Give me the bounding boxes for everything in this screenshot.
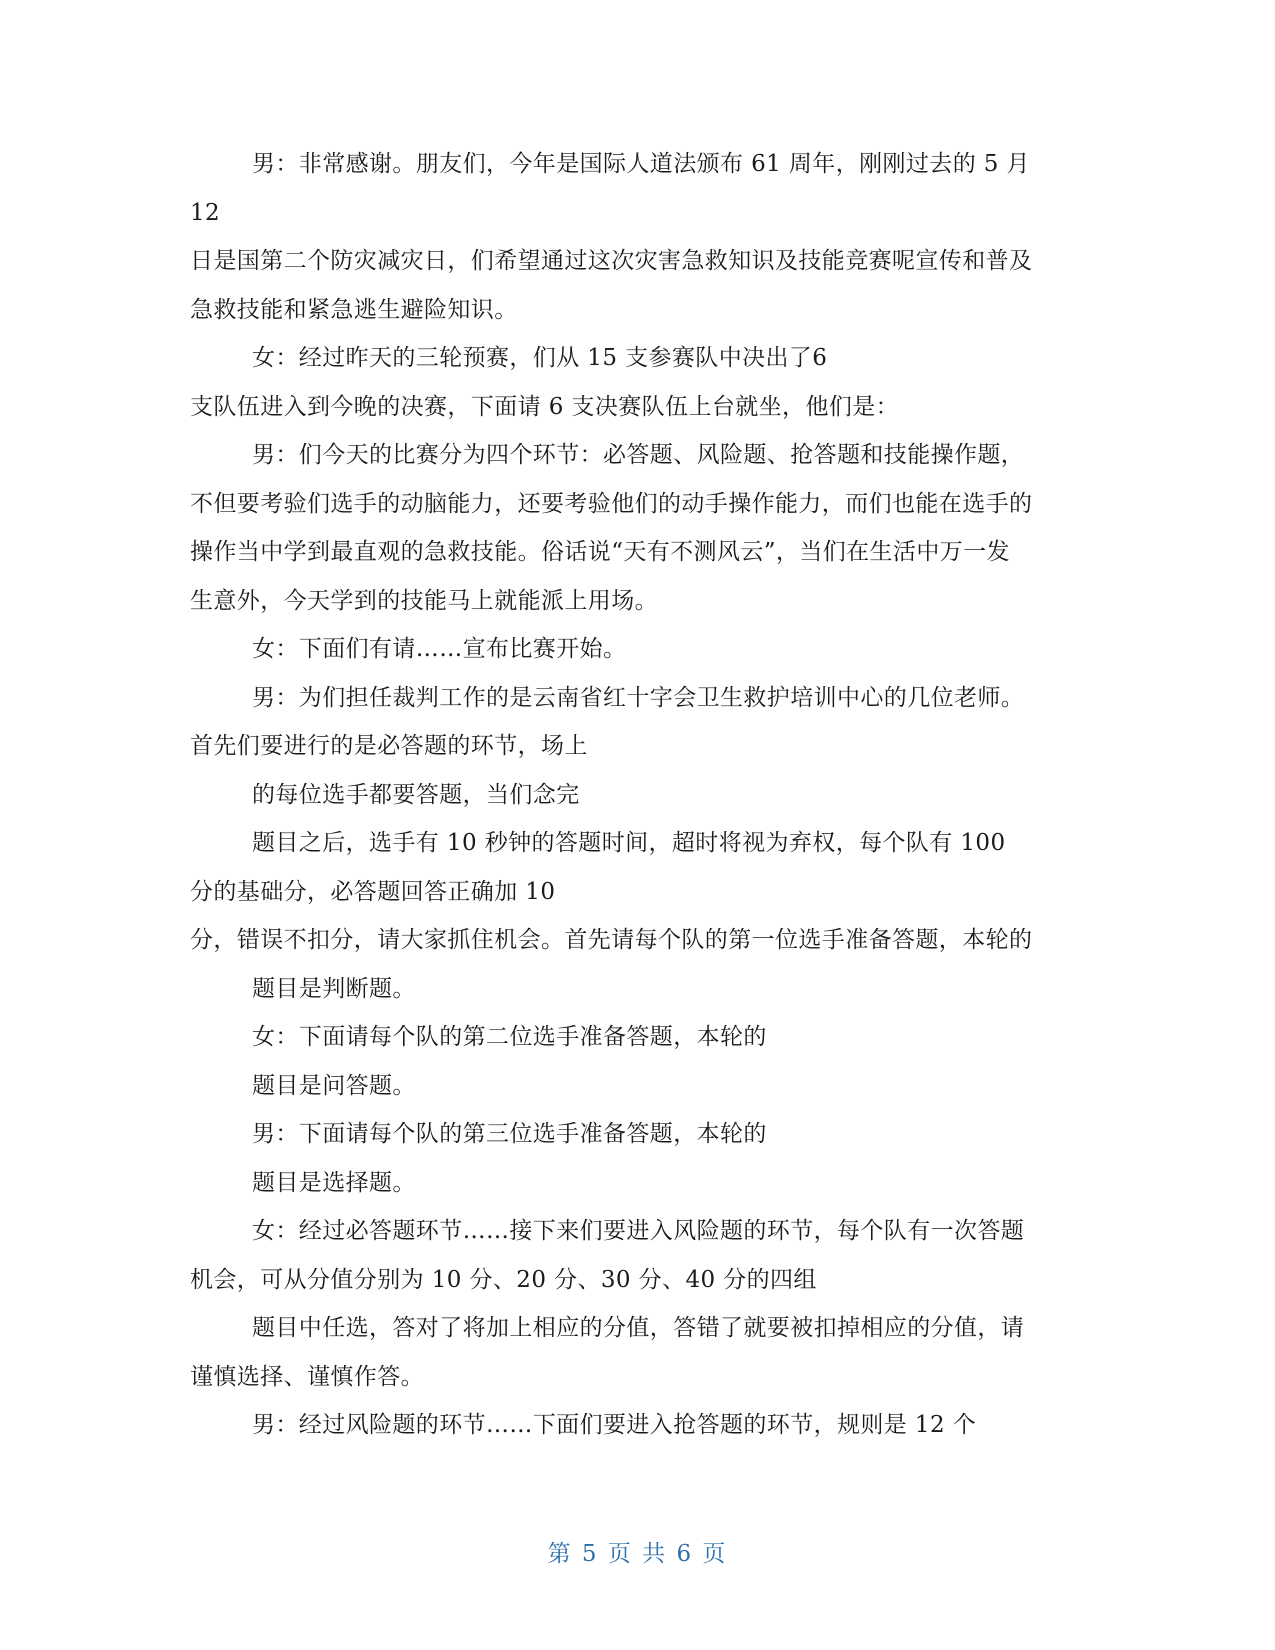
body-text-line: 急救技能和紧急逃生避险知识。	[190, 296, 518, 323]
body-text-line: 题目是选择题。	[252, 1169, 416, 1196]
body-text-line: 题目是判断题。	[252, 975, 416, 1002]
body-text-line: 女：经过必答题环节……接下来们要进入风险题的环节，每个队有一次答题	[252, 1218, 1025, 1244]
body-text-line: 男：们今天的比赛分为四个环节：必答题、风险题、抢答题和技能操作题，	[252, 442, 1025, 468]
body-text-line: 题目是问答题。	[252, 1072, 416, 1099]
body-text-line: 男：经过风险题的环节……下面们要进入抢答题的环节，规则是 12 个	[252, 1412, 977, 1438]
body-text-line: 分的基础分，必答题回答正确加 10	[190, 878, 556, 905]
body-text-line: 日是国第二个防灾减灾日，们希望通过这次灾害急救知识及技能竞赛呢宣传和普及	[190, 248, 1033, 274]
document-body	[190, 140, 1095, 1450]
body-text-line: 男：为们担任裁判工作的是云南省红十字会卫生救护培训中心的几位老师。	[252, 684, 1025, 711]
body-text-line: 女：下面请每个队的第二位选手准备答题，本轮的	[252, 1024, 767, 1050]
body-text-line: 支队伍进入到今晚的决赛，下面请 6 支决赛队伍上台就坐，他们是：	[190, 393, 900, 420]
body-text-line: 12	[190, 199, 221, 226]
body-text-line: 男：非常感谢。朋友们，今年是国际人道法颁布 61 周年，刚刚过去的 5 月	[252, 151, 1030, 177]
body-text-line: 首先们要进行的是必答题的环节，场上	[190, 733, 588, 759]
body-text-line: 女：经过昨天的三轮预赛，们从 15 支参赛队中决出了6	[252, 345, 828, 371]
body-text-line: 男：下面请每个队的第三位选手准备答题，本轮的	[252, 1121, 767, 1147]
body-text-line: 题目中任选，答对了将加上相应的分值，答错了就要被扣掉相应的分值，请	[252, 1315, 1025, 1341]
body-text-line: 女：下面们有请……宣布比赛开始。	[252, 636, 627, 662]
body-text-line: 生意外，今天学到的技能马上就能派上用场。	[190, 587, 658, 614]
body-text-line: 机会，可从分值分别为 10 分、20 分、30 分、40 分的四组	[190, 1266, 817, 1293]
body-text-line: 操作当中学到最直观的急救技能。俗话说“天有不测风云”，当们在生活中万一发	[190, 539, 1010, 565]
body-text-line: 不但要考验们选手的动脑能力，还要考验他们的动手操作能力，而们也能在选手的	[190, 490, 1033, 517]
page-number-footer: 第 5 页 共 6 页	[547, 1541, 728, 1567]
body-text-line: 分，错误不扣分，请大家抓住机会。首先请每个队的第一位选手准备答题，本轮的	[190, 927, 1033, 953]
body-text-line: 谨慎选择、谨慎作答。	[190, 1363, 424, 1390]
body-text-line: 题目之后，选手有 10 秒钟的答题时间，超时将视为弃权，每个队有 100	[252, 830, 1006, 856]
body-text-line: 的每位选手都要答题，当们念完	[252, 781, 580, 808]
